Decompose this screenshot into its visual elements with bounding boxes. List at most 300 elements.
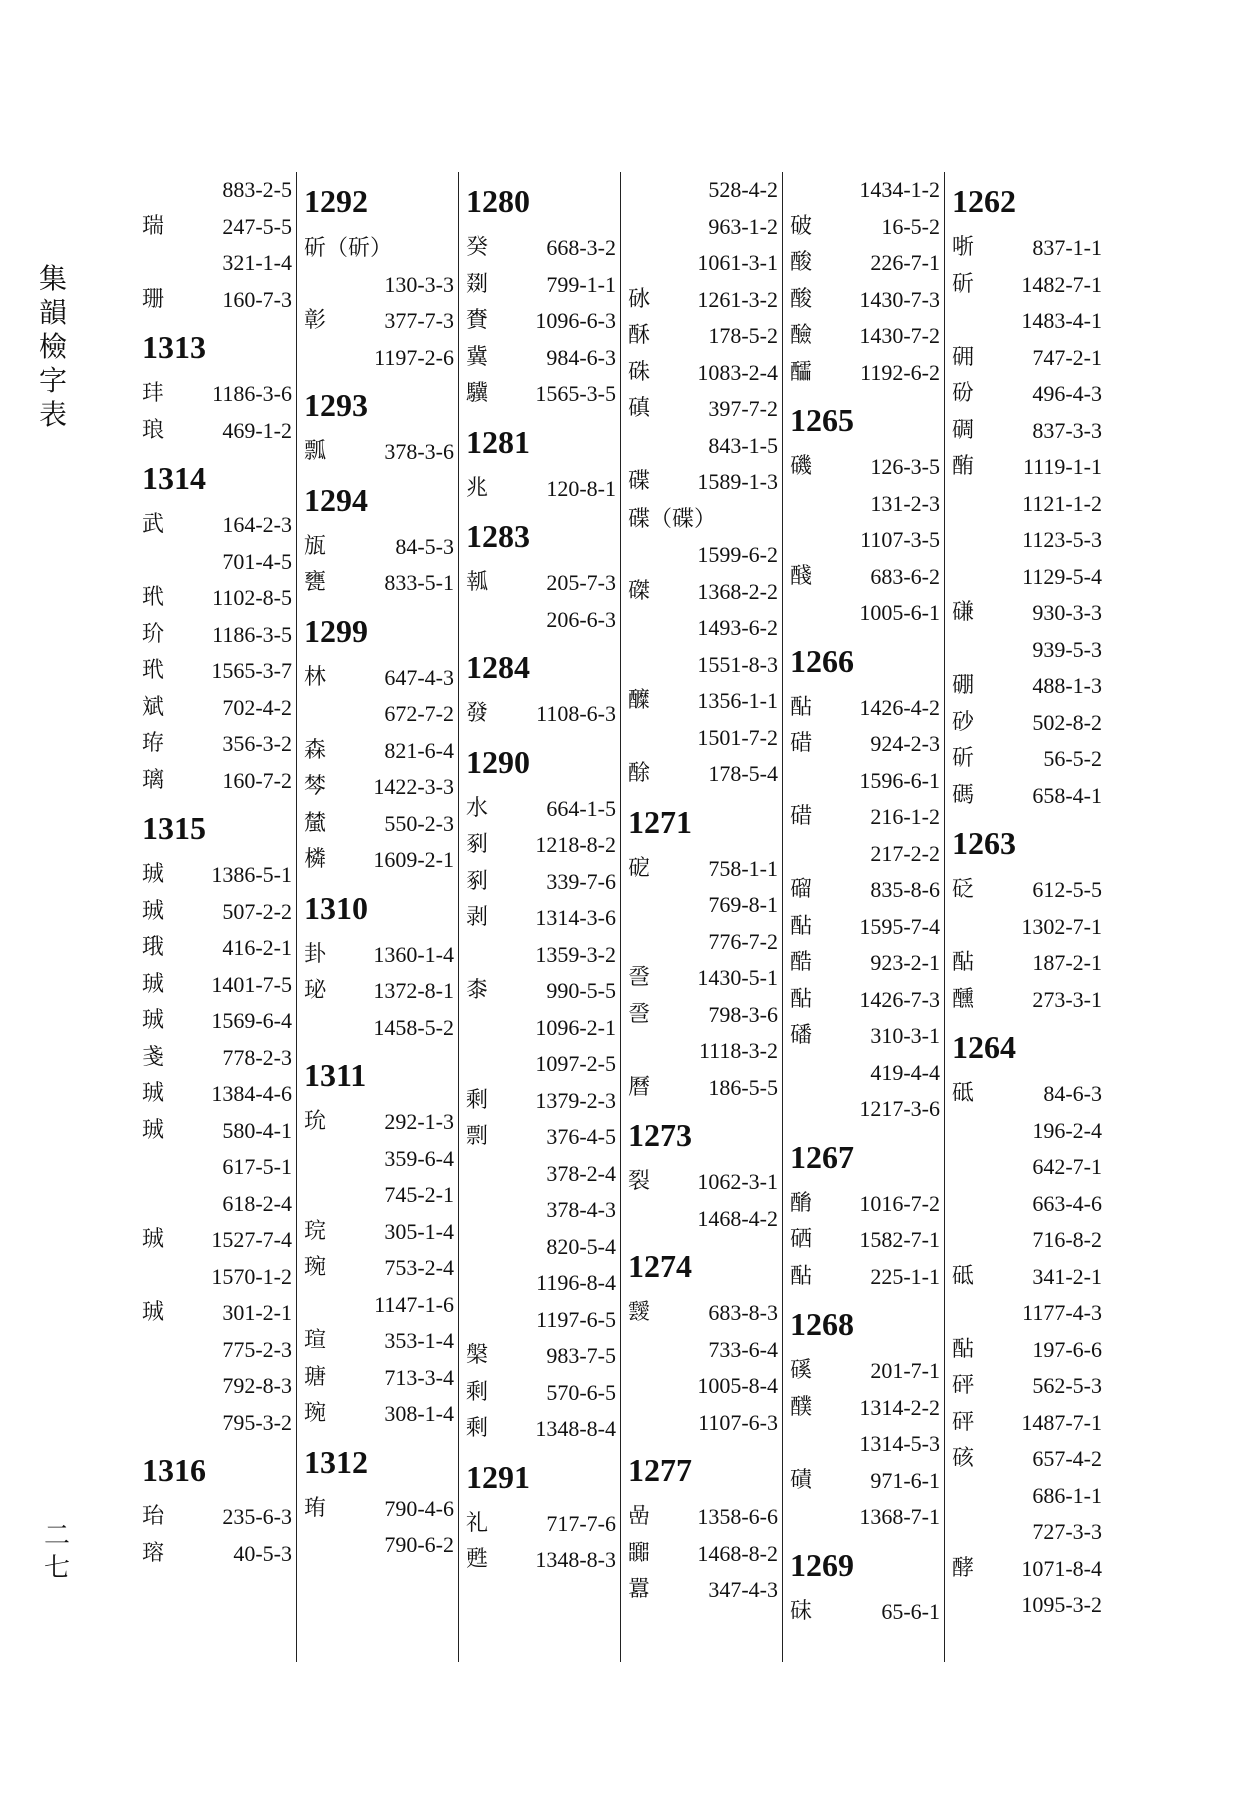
page-reference: 347-4-3: [708, 1577, 778, 1602]
index-entry: [626, 428, 778, 465]
index-entry: [626, 1295, 778, 1332]
page-reference: 1356-1-1: [697, 688, 778, 713]
index-entry: [464, 1083, 616, 1120]
page-reference: 308-1-4: [384, 1401, 454, 1426]
page-reference: 339-7-6: [546, 868, 616, 894]
index-entry: [950, 1587, 1102, 1624]
page-reference: 226-7-1: [870, 250, 940, 275]
index-entry: [626, 1368, 778, 1405]
stroke-group-header: 1290: [466, 743, 530, 780]
page-reference: 216-1-2: [870, 804, 940, 829]
page-reference: 1493-6-2: [697, 615, 778, 640]
head-character: 玳: [142, 658, 165, 683]
page-reference: 1565-3-5: [535, 381, 616, 406]
page-reference: 1379-2-3: [535, 1087, 616, 1113]
page-reference: 1359-3-2: [535, 941, 616, 967]
page-reference: 1483-4-1: [1021, 308, 1102, 333]
index-entry: [626, 1572, 778, 1609]
head-character: 碏: [790, 804, 813, 829]
index-entry: [626, 610, 778, 647]
index-entry: [950, 340, 1102, 377]
index-entry: [140, 544, 292, 581]
page-reference: 971-6-1: [870, 1467, 940, 1493]
page-reference: 1372-8-1: [373, 978, 454, 1003]
index-entry: [464, 471, 616, 508]
head-character: 林: [304, 664, 327, 690]
page-reference: 837-1-1: [1032, 235, 1102, 260]
page-reference: 130-3-3: [384, 271, 454, 297]
index-entry: [140, 617, 292, 654]
stroke-group-header: 1267: [790, 1138, 854, 1175]
page-reference: 658-4-1: [1032, 782, 1102, 808]
head-character: 斫: [952, 746, 975, 771]
head-character: 砅: [628, 286, 651, 312]
head-character: 珛: [304, 1495, 327, 1521]
index-entry: [140, 1222, 292, 1259]
head-character: 驥: [466, 381, 489, 406]
head-character: 砨: [628, 855, 651, 881]
page-reference: 186-5-5: [708, 1074, 778, 1100]
head-character: 磔: [628, 578, 651, 604]
head-character: 剩: [466, 1416, 489, 1441]
page-reference: 550-2-3: [384, 810, 454, 836]
index-entry: [302, 1141, 454, 1178]
page-reference: 642-7-1: [1032, 1154, 1102, 1179]
page-reference: 833-5-1: [384, 570, 454, 595]
index-entry: [464, 376, 616, 413]
index-entry: [626, 1499, 778, 1536]
page-reference: 376-4-5: [546, 1124, 616, 1149]
head-character: 醭: [790, 1394, 813, 1420]
index-entry: [626, 537, 778, 574]
index-entry: [302, 1360, 454, 1397]
index-entry: [626, 756, 778, 793]
page-reference: 1061-3-1: [697, 250, 778, 275]
head-character: 砥: [952, 1263, 975, 1289]
head-character: 酟: [790, 1263, 813, 1289]
index-entry: [140, 1186, 292, 1223]
head-character: 酥: [628, 323, 651, 348]
page-reference: 683-6-2: [870, 563, 940, 589]
index-entry: [788, 1594, 940, 1631]
side-title-char: 檢: [38, 330, 67, 363]
page-reference: 1062-3-1: [697, 1169, 778, 1194]
index-entry: [626, 720, 778, 757]
index-entry: [626, 282, 778, 319]
index-entry: [140, 1259, 292, 1296]
head-character: 硋: [952, 1446, 975, 1471]
variant-character: 碟（碟）: [628, 505, 717, 531]
side-title-char: 字: [38, 364, 67, 397]
index-column-4: [626, 172, 778, 1662]
index-entry: [302, 1214, 454, 1251]
page-reference: 1589-1-3: [697, 469, 778, 494]
head-character: 酳: [790, 1190, 813, 1216]
index-entry: [140, 726, 292, 763]
head-character: 囂: [628, 1577, 651, 1602]
index-entry: [950, 1113, 1102, 1150]
page-reference: 160-7-2: [222, 767, 292, 793]
head-character: 醆: [790, 563, 813, 589]
head-character: 琬: [304, 1401, 327, 1426]
page-reference: 1570-1-2: [211, 1263, 292, 1289]
page-reference: 1314-2-2: [859, 1394, 940, 1420]
index-entry: [464, 973, 616, 1010]
page-reference: 1482-7-1: [1021, 271, 1102, 297]
index-entry: [950, 945, 1102, 982]
head-character: 曆: [628, 1074, 651, 1100]
head-character: 酟: [790, 694, 813, 720]
head-character: 兆: [466, 475, 489, 501]
index-entry: [950, 376, 1102, 413]
index-entry: [302, 1287, 454, 1324]
index-entry: [950, 1186, 1102, 1223]
index-column-3: [464, 172, 616, 1662]
index-entry: [788, 1499, 940, 1536]
page-reference: 397-7-2: [708, 396, 778, 421]
index-column-5: [788, 172, 940, 1662]
page-reference: 617-5-1: [222, 1154, 292, 1179]
page-number-char: 二: [43, 1521, 70, 1551]
head-character: 珆: [142, 1504, 165, 1529]
page-reference: 197-6-6: [1032, 1336, 1102, 1362]
index-entry: [950, 559, 1102, 596]
page-reference: 1348-8-3: [535, 1547, 616, 1572]
index-entry: [788, 318, 940, 355]
page-reference: 84-5-3: [395, 533, 454, 559]
page-reference: 923-2-1: [870, 950, 940, 975]
head-character: 嚻: [628, 1540, 651, 1566]
page-reference: 377-7-3: [384, 308, 454, 333]
page-reference: 321-1-4: [222, 250, 292, 275]
index-entry: [464, 1010, 616, 1047]
head-character: 珹: [142, 1008, 165, 1033]
head-character: 碉: [952, 417, 975, 443]
head-character: 磏: [952, 600, 975, 625]
index-entry: [950, 1332, 1102, 1369]
index-entry: [788, 522, 940, 559]
stroke-group-header: 1266: [790, 642, 854, 679]
index-entry: [950, 909, 1102, 946]
index-entry: [626, 1536, 778, 1573]
stroke-group-header: 1268: [790, 1306, 854, 1342]
page-reference: 1005-6-1: [859, 600, 940, 625]
page-reference: 56-5-2: [1043, 746, 1102, 771]
page-reference: 131-2-3: [870, 490, 940, 516]
index-entry: [950, 872, 1102, 909]
head-character: 砏: [952, 381, 975, 406]
index-entry: [140, 967, 292, 1004]
index-entry: [464, 602, 616, 639]
head-character: 珹: [142, 898, 165, 924]
stroke-group-header: 1311: [304, 1057, 367, 1093]
page-reference: 1314-5-3: [859, 1431, 940, 1456]
index-entry: [302, 973, 454, 1010]
head-character: 剩: [466, 1379, 489, 1405]
index-entry: [950, 267, 1102, 304]
index-entry: [464, 303, 616, 340]
page-reference: 702-4-2: [222, 694, 292, 720]
index-entry: [464, 1192, 616, 1229]
page-reference: 1186-3-6: [212, 381, 292, 406]
head-character: 斌: [142, 694, 165, 720]
page-reference: 983-7-5: [546, 1343, 616, 1368]
index-entry: [950, 1368, 1102, 1405]
page-reference: 924-2-3: [870, 731, 940, 756]
page-reference: 612-5-5: [1032, 877, 1102, 902]
index-entry: [302, 769, 454, 806]
index-entry: [626, 245, 778, 282]
head-character: 磯: [790, 454, 813, 479]
page-reference: 1096-6-3: [535, 308, 616, 333]
index-entry: [788, 1186, 940, 1223]
page-reference: 618-2-4: [222, 1190, 292, 1216]
stroke-group-header: 1299: [304, 612, 368, 649]
index-entry: [950, 632, 1102, 669]
head-character: 瑢: [142, 1540, 165, 1566]
index-entry: [788, 945, 940, 982]
index-entry: [950, 595, 1102, 632]
head-character: 玠: [142, 621, 165, 647]
head-character: 玤: [142, 381, 165, 406]
head-character: 珊: [142, 286, 165, 312]
page-reference: 821-6-4: [384, 737, 454, 763]
index-entry: [788, 1353, 940, 1390]
page-number-char: 七: [43, 1553, 70, 1583]
head-character: 珹: [142, 1117, 165, 1143]
page-reference: 164-2-3: [222, 512, 292, 537]
page-reference: 1426-7-3: [859, 986, 940, 1012]
page-reference: 301-2-1: [222, 1300, 292, 1325]
stroke-group-header: 1274: [628, 1248, 692, 1284]
index-entry: [140, 930, 292, 967]
index-entry: [950, 1441, 1102, 1478]
stroke-group-header: 1273: [628, 1117, 692, 1153]
page-reference: 883-2-5: [222, 177, 292, 202]
index-entry: [464, 1046, 616, 1083]
column-rule: [782, 172, 783, 1662]
page-reference: 580-4-1: [222, 1117, 292, 1143]
page-reference: 1527-7-4: [211, 1227, 292, 1252]
index-entry: [140, 1040, 292, 1077]
page-reference: 1401-7-5: [211, 971, 292, 997]
variant-character: 斫（斫）: [304, 235, 393, 260]
head-character: 發: [466, 701, 489, 726]
index-entry: [464, 1156, 616, 1193]
side-title-char: 集: [38, 262, 67, 295]
index-entry: [302, 660, 454, 697]
index-entry: [464, 340, 616, 377]
head-character: 醽: [790, 359, 813, 385]
index-entry: [464, 1375, 616, 1412]
index-entry: [950, 1478, 1102, 1515]
page-reference: 247-5-5: [222, 213, 292, 239]
index-entry: [140, 894, 292, 931]
head-character: 瓢: [304, 439, 327, 464]
index-entry: [302, 303, 454, 340]
head-character: 水: [466, 795, 489, 821]
page-reference: 1186-3-5: [212, 621, 292, 647]
head-character: 酟: [790, 913, 813, 939]
page-reference: 1107-6-3: [698, 1409, 778, 1435]
head-character: 砞: [790, 1598, 813, 1624]
index-entry: [788, 559, 940, 596]
page-reference: 1569-6-4: [211, 1008, 292, 1033]
page-reference: 1501-7-2: [697, 724, 778, 750]
index-entry: [626, 574, 778, 611]
page-reference: 1422-3-3: [373, 774, 454, 799]
index-entry: [788, 209, 940, 246]
index-entry: [788, 763, 940, 800]
index-column-6: [950, 172, 1102, 1662]
page-reference: 795-3-2: [222, 1409, 292, 1435]
index-entry: [626, 1164, 778, 1201]
page-reference: 507-2-2: [222, 898, 292, 924]
page-reference: 664-1-5: [546, 795, 616, 821]
head-character: 碟: [628, 469, 651, 494]
head-character: 珹: [142, 1081, 165, 1106]
index-entry: [950, 1076, 1102, 1113]
head-character: 巹: [628, 1001, 651, 1027]
page-reference: 775-2-3: [222, 1336, 292, 1362]
index-entry: [302, 529, 454, 566]
page-reference: 570-6-5: [546, 1379, 616, 1405]
head-character: 磌: [628, 396, 651, 421]
head-character: 酟: [790, 986, 813, 1012]
index-entry: [302, 806, 454, 843]
index-entry: [140, 580, 292, 617]
index-entry: [140, 1295, 292, 1332]
page-reference: 16-5-2: [881, 213, 940, 239]
page-reference: 701-4-5: [222, 548, 292, 574]
index-entry: [302, 1491, 454, 1528]
side-title-char: 韻: [38, 296, 67, 329]
index-entry: [788, 1018, 940, 1055]
head-character: 卦: [304, 941, 327, 967]
index-entry: [788, 726, 940, 763]
page-reference: 745-2-1: [384, 1182, 454, 1207]
head-character: 棽: [304, 774, 327, 799]
page-reference: 359-6-4: [384, 1145, 454, 1171]
page-reference: 798-3-6: [708, 1001, 778, 1027]
head-character: 瓡: [466, 570, 489, 595]
index-entry: [302, 434, 454, 471]
index-entry: [788, 1426, 940, 1463]
page-reference: 758-1-1: [708, 855, 778, 881]
page-reference: 663-4-6: [1032, 1190, 1102, 1216]
index-entry: [626, 209, 778, 246]
index-entry: [950, 982, 1102, 1019]
page-reference: 502-8-2: [1032, 709, 1102, 735]
page-reference: 65-6-1: [881, 1598, 940, 1624]
page-reference: 835-8-6: [870, 877, 940, 902]
page-reference: 963-1-2: [708, 213, 778, 239]
column-rule: [458, 172, 459, 1662]
index-entry: [302, 937, 454, 974]
stroke-group-header: 1284: [466, 649, 530, 685]
index-entry: [140, 690, 292, 727]
head-character: 醺: [952, 986, 975, 1012]
page-reference: 939-5-3: [1032, 636, 1102, 662]
page-reference: 205-7-3: [546, 570, 616, 595]
page-reference: 196-2-4: [1032, 1117, 1102, 1143]
page-reference: 1197-6-5: [536, 1306, 616, 1332]
page-reference: 843-1-5: [708, 432, 778, 458]
page-reference: 672-7-2: [384, 701, 454, 726]
head-character: 甦: [466, 1547, 489, 1572]
head-character: 斫: [952, 271, 975, 297]
page-reference: 225-1-1: [870, 1263, 940, 1289]
index-entry: [140, 413, 292, 450]
head-character: 礼: [466, 1510, 489, 1536]
page-reference: 1358-6-6: [697, 1504, 778, 1529]
index-entry: [302, 230, 454, 267]
index-entry: [950, 230, 1102, 267]
head-character: 瑭: [304, 1364, 327, 1390]
page-reference: 201-7-1: [870, 1358, 940, 1383]
page-reference: 1458-5-2: [373, 1014, 454, 1040]
index-entry: [464, 827, 616, 864]
index-entry: [788, 1259, 940, 1296]
head-character: 剩: [466, 1087, 489, 1113]
page-reference: 657-4-2: [1032, 1446, 1102, 1471]
head-character: 瑄: [304, 1328, 327, 1353]
index-entry: [464, 267, 616, 304]
page-reference: 378-4-3: [546, 1197, 616, 1222]
index-entry: [788, 172, 940, 209]
page-reference: 1582-7-1: [859, 1227, 940, 1252]
head-character: 靉: [628, 1300, 651, 1325]
index-column-2: [302, 172, 454, 1662]
head-character: 瓬: [304, 533, 327, 559]
head-character: 硒: [790, 1227, 813, 1252]
head-character: 碏: [790, 731, 813, 756]
index-entry: [302, 733, 454, 770]
head-character: 磧: [790, 1467, 813, 1493]
page-reference: 647-4-3: [384, 664, 454, 690]
index-entry: [626, 960, 778, 997]
index-entry: [140, 1536, 292, 1573]
stroke-group-header: 1263: [952, 825, 1016, 861]
page-reference: 84-6-3: [1043, 1081, 1102, 1106]
page-reference: 1468-4-2: [697, 1205, 778, 1231]
head-character: 玧: [304, 1109, 327, 1134]
page-reference: 292-1-3: [384, 1109, 454, 1134]
index-entry: [626, 318, 778, 355]
head-character: 剢: [466, 832, 489, 857]
head-character: 酸: [790, 286, 813, 312]
index-entry: [626, 1332, 778, 1369]
index-entry: [302, 1323, 454, 1360]
page-reference: 1360-1-4: [373, 941, 454, 967]
page-reference: 1097-2-5: [535, 1051, 616, 1076]
page-reference: 799-1-1: [546, 271, 616, 297]
index-entry: [302, 267, 454, 304]
page-reference: 217-2-2: [870, 840, 940, 866]
page-reference: 356-3-2: [222, 731, 292, 756]
index-entry: [788, 355, 940, 392]
index-entry: [788, 1222, 940, 1259]
page-reference: 378-2-4: [546, 1160, 616, 1186]
head-character: 磎: [790, 1358, 813, 1383]
index-entry: [302, 1527, 454, 1564]
head-character: 剥: [466, 905, 489, 930]
page-reference: 1147-1-6: [374, 1291, 454, 1317]
page-reference: 716-8-2: [1032, 1227, 1102, 1252]
index-entry: [464, 230, 616, 267]
index-entry: [140, 1332, 292, 1369]
index-entry: [464, 1542, 616, 1579]
